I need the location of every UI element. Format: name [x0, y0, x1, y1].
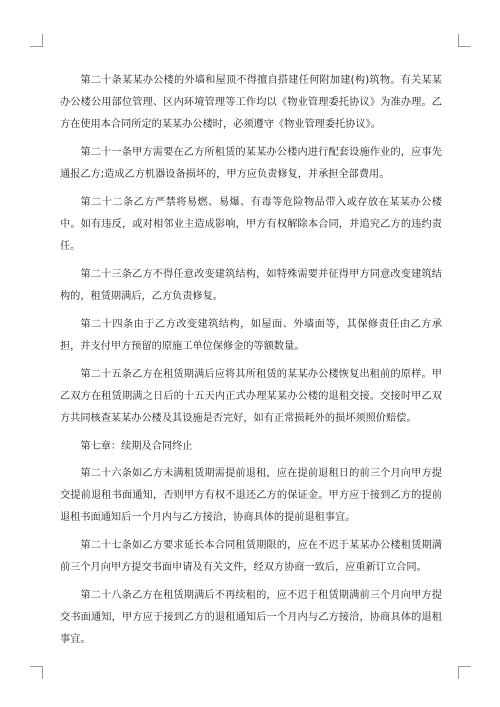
document-body	[60, 70, 442, 657]
crop-mark-top-right	[458, 34, 471, 47]
clause-25: 第二十五条乙方在租赁期满后应将其所租赁的某某办公楼恢复出租前的原样。甲乙双方在租赁期满之日后的十五天内正式办理某某办公楼的退租交接。交接时甲乙双方共同核查某某办公楼及其设施是否完好，如有正常损耗外的损坏须照价赔偿。	[60, 369, 442, 424]
clause-23: 第二十三条乙方不得任意改变建筑结构，如特殊需要并征得甲方同意改变建筑结构的，租赁期满后，乙方负责修复。	[60, 269, 442, 302]
clause-26: 第二十六条如乙方未满租赁期需提前退租，应在提前退租日的前三个月向甲方提交提前退租书面通知，否则甲方有权不退还乙方的保证金。甲方应于接到乙方的提前退租书面通知后一个月内与乙方接洽，协商具体的提前退租事宜。	[60, 468, 442, 523]
clause-24: 第二十四条由于乙方改变建筑结构，如屋面、外墙面等，其保修责任由乙方承担，并支付甲方预留的原施工单位保修金的等额数量。	[60, 319, 442, 352]
crop-mark-bottom-right	[458, 666, 471, 679]
clause-27: 第二十七条如乙方要求延长本合同租赁期限的，应在不迟于某某办公楼租赁期满前三个月向甲方提交书面申请及有关文件，经双方协商一致后，应重新订立合同。	[60, 540, 442, 573]
chapter-7-heading: 第七章：续期及合同终止	[80, 441, 193, 452]
crop-mark-bottom-left	[30, 666, 43, 679]
clause-22: 第二十二条乙方严禁将易燃、易爆、有毒等危险物品带入或存放在某某办公楼中。如有违反，或对相邻业主造成影响，甲方有权解除本合同，并追究乙方的违约责任。	[60, 197, 442, 252]
clause-21: 第二十一条甲方需要在乙方所租赁的某某办公楼内进行配套设施作业的，应事先通报乙方;造成乙方机器设备损坏的，甲方应负责修复，并承担全部费用。	[60, 147, 442, 180]
crop-mark-top-left	[30, 34, 43, 47]
clause-20: 第二十条某某办公楼的外墙和屋顶不得擅自搭建任何附加建(构)筑物。有关某某办公楼公用部位管理、区内环境管理等工作均以《物业管理委托协议》为准办理。乙方在使用本合同所定的某某办公楼时，必须遵守《物业管理委托协议》。	[60, 75, 442, 130]
clause-28: 第二十八条乙方在租赁期满后不再续租的，应不迟于租赁期满前三个月向甲方提交书面通知，甲方应于接到乙方的退租通知后一个月内与乙方接洽，协商具体的退租事宜。	[60, 590, 442, 645]
